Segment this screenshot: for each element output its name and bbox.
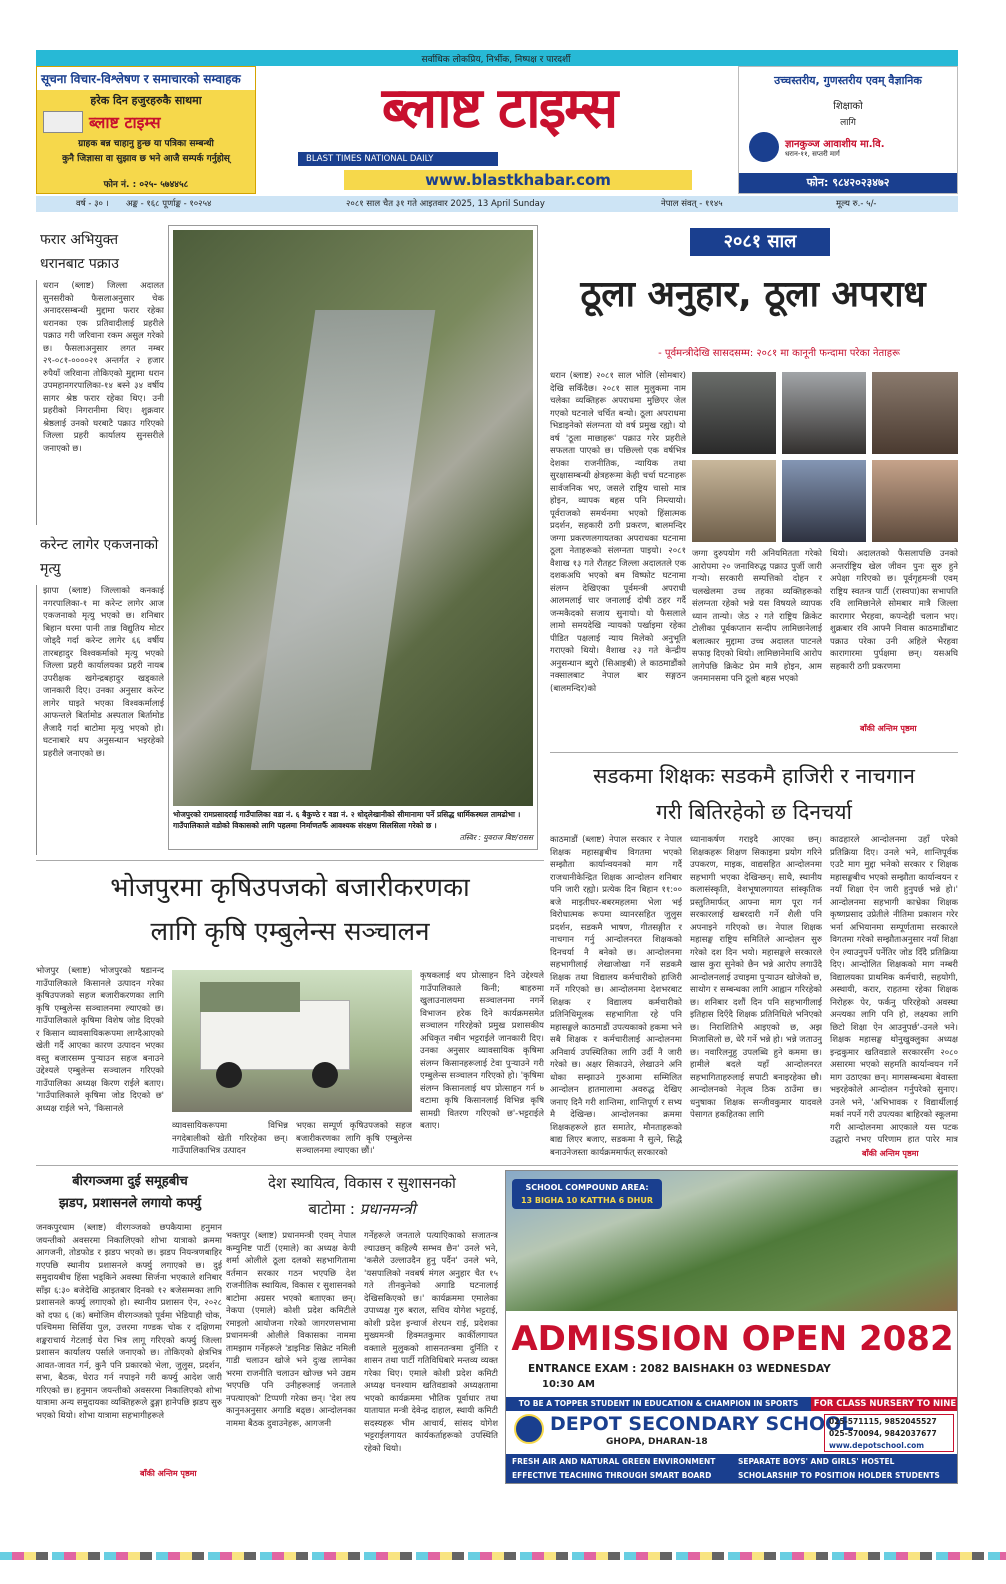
- vehicle-canopy: [200, 982, 300, 1012]
- admission-title: ADMISSION OPEN 2082: [511, 1319, 954, 1359]
- birgunj-body: जनकपुरधाम (ब्लाष्ट) वीरगञ्जको छपकैयामा हनुमान जयन्तीको अवसरमा निकालिएको शोभा यात्राको क्रममा आगजनी, तोडफोड र झडप भएको छ। झडप नियन्त्रणबाहिर गएपछि स्थानीय प्रशासनले कर्फ्यु लगाएको छ। दुई समुदायबीच हिंसा भड्किने अवस्था सिर्जना भएकाले शनिबार साँझ ६:३० बजेदेखि आइतबार दिनको १२ बजेसम्मका लागि प्रशासनले कर्फ्यु लगाएको हो। स्थानीय प्रशासन ऐन, २०२८ को दफा ६ (क) बमोजिम वीरगञ्जको पूर्वमा भेडियाही चोक, पश्चिममा सिर्सिया पुल, उत्तरमा गण्डक चोक र दक्षिणमा शङ्कराचार्य गेटलाई घेरा भित्र लागू गरिएको कर्फ्यु जिल्ला प्रशासन कार्यालय पर्साले जनाएको छ। तोकिएको क्षेत्रभित्र आवत-जावत गर्न, कुनै पनि प्रकारको भेला, जुलुस, प्रदर्शन, सभा, बैठक, घेराउ गर्न नपाइने गरी कर्फ्यु आदेश जारी गरिएको छ। हनुमान जयन्तीको अवसरमा निकालिएको शोभा यात्रामा अन्य समुदायका व्यक्तिहरूले ढुङ्गा हानेपछि झडप सुरु भएको थियो। शोभा यात्रामा सहभागीहरूले: [36, 1223, 222, 1421]
- subscription-ad-brand: ब्लाष्ट टाइम्स: [89, 113, 161, 132]
- story-body: झापा (ब्लाष्ट) जिल्लाको कनकाई नगरपालिका-१ मा करेन्ट लागेर आज एकजनाको मृत्यु भएको छ। शनिबार बिहान घरमा पानी तान्न विद्युतिय मोटर जोड्दै गर्दा करेन्ट लागेर ६६ वर्षीय तारबहादुर विश्वकर्माको मृत्यु भएको जिल्ला प्रहरी कार्यालयका प्रहरी नायब उपरीक्षक खगेन्द्रबहादुर खड्काले जानकारी दिए। उनका अनुसार करेन्ट लागेर घाइते भएका विश्वकर्मालाई आफन्तले बिर्तामोड अस्पताल बिर्तामोड लैजादै गर्दा बाटोमा मृत्यु भएको हो। घटनाबारे थप अनुसन्धान भइरहेको प्रहरीले जनाएको छ।: [36, 585, 164, 855]
- issue-nepal-samvat: नेपाल संवत् - ११४५: [661, 199, 723, 209]
- school-contact-box: [824, 1414, 954, 1452]
- divider: [36, 860, 544, 861]
- school-website: www.depotschool.com: [829, 1441, 925, 1450]
- story-title: करेन्ट लागेर एकजनाको मृत्यु: [40, 537, 159, 577]
- issue-year: वर्ष - ३० ।: [76, 199, 109, 209]
- logo-subtitle-bar: BLAST TIMES NATIONAL DAILY: [298, 152, 498, 166]
- bhojpur-headline-line1: भोजपुरमा कृषिउपजको बजारीकरणका: [110, 873, 470, 903]
- feature-item: SCHOLARSHIP TO POSITION HOLDER STUDENTS: [738, 1471, 940, 1480]
- newspaper-logo: [294, 70, 704, 150]
- portrait: [872, 372, 958, 454]
- story-body: धरान (ब्लाष्ट) जिल्ला अदालत सुनसरीको फैसलाअनुसार चेक अनादरसम्बन्धी मुद्दामा फरार रहेका धरानका एक प्रतिवादीलाई प्रहरीले पक्राउ गरी जरिवाना रकम असुल गरेको छ। फैसलाअनुसार लगत नम्बर २९-०८१-००००२१ अन्तर्गत २ हजार रुपैयाँ जरिवाना तोकिएको मुद्दामा धरान उपमहानगरपालिका-१४ बस्ने ३४ वर्षीय सागर श्रेष्ठ फरार रहेका थिए। उनी प्रहरीको निगरानीमा थिए। शुक्रवार श्रेष्ठलाई उनको घरबाटै पक्राउ गरिएको जिल्ला प्रहरी कार्यालय सुनसरीले जनाएको छ।: [36, 280, 164, 525]
- lead-body-col2: जग्गा दुरुपयोग गरी अनियमितता गरेको आरोपमा २० जनाविरुद्ध पक्राउ पुर्जी जारी गर्‍यो। सरकारी सम्पत्तिको दोहन र चलखेलमा उच्च तहका व्यक्तिहरूको संलग्नता रहेको भन्ने यस विषयले व्यापक ध्यान तान्यो। जेठ २ गते राष्ट्रिय क्रिकेट टोलीका पूर्वकप्तान सन्दीप लामिछानेलाई बलात्कार मुद्दामा उच्च अदालत पाटनले सफाइ दिएको थियो। लामिछानेमाथि आरोप लागेपछि क्रिकेट प्रेम मात्रै होइन, आम जनमानसमा पनि ठूलो बहस भएको: [692, 549, 822, 684]
- teacher-headline-line1: सडकमा शिक्षकः सडकमै हाजिरी र नाचगान: [593, 764, 915, 788]
- feature-item: SEPARATE BOYS' AND GIRLS' HOSTEL: [738, 1457, 895, 1466]
- teacher-body-col3: काढहारले आन्दोलनमा उहाँ परेको प्रतिक्रिया दिए। उनले भने, शान्तिपूर्वक एउटै माग मुद्दा भनेको सरकार र शिक्षक महासङ्घबीच भएको सम्झौता कार्यान्वयन र नयाँ शिक्षा ऐन जारी हुनुपर्छ भन्ने हो।' आन्दोलनमा सहभागी काभ्रेका शिक्षक कृष्णप्रसाद उप्रेतीले नीतिमा प्रकाशन गरेर भर्ना अभियानमा सम्पूर्णतामा सरकारले विगतमा गरेको सम्झौताअनुसार नयाँ शिक्षा ऐन ल्याउनुपर्ने पर्नेतिर जोड दिँदै प्रतिक्रिया दिए। आन्दोलित शिक्षकको माग नम्बरी विद्यालयका प्राथमिक कर्मचारी, सहयोगी, अस्थायी, करार, राहतमा रहेका शिक्षक निरोहरू पेर, फर्कनु परिरहेको अवस्था अन्त्यका लागि पनि हो, लक्ष्यका लागि छिटो शिक्षा ऐन आउनुपर्छ'-उनले भने। शिक्षक महासङ्घ थोनुखुक्लुका अध्यक्ष इन्द्रकुमार खतिवडाले सरकारसँग २०८० असारमा भएको सहमति कार्यान्वयन गर्ने माग उठाएका छन्। मागसम्बन्धमा बेवास्ता भइरहेकोले आन्दोलन गर्नुपरेको सुनाए। उनले भने, 'अभिभावक र विद्यार्थीलाई मर्का नपर्ने गरी उपत्यका बाहिरको स्कूलमा गरी आन्दोलनमा आएकाले यस पटक उद्धारो नभए परिणाम हात पारेर मात्र: [830, 835, 958, 1145]
- school-ad-phone: फोन: ९८४२०२३४७२: [739, 173, 957, 193]
- rock-face: [251, 310, 436, 770]
- ambulance-photo: [172, 970, 412, 1112]
- website-banner: www.blastkhabar.com: [344, 170, 692, 190]
- portrait: [692, 460, 776, 542]
- masthead-tagline: सर्वाधिक लोकप्रिय, निर्भीक, निष्पक्ष र पारदर्शी: [421, 55, 571, 65]
- school-phone2: 025-570094, 9842037677: [829, 1429, 937, 1438]
- subscription-ad-line3: ग्राहक बन्न चाहानु हुन्छ या पत्रिका सम्बन्धी: [78, 139, 214, 149]
- divider: [36, 1165, 958, 1166]
- subscription-ad-line2: हरेक दिन हजुरहरुकै साथमा: [90, 94, 202, 107]
- portrait: [872, 460, 958, 542]
- lead-body-col3: थियो। अदालतको फैसलापछि उनको अन्तर्राष्ट्रिय खेल जीवन पुनः सुरु हुने अपेक्षा गरिएको छ। पूर्वगृहमन्त्री एवम् राष्ट्रिय स्वतन्त्र पार्टी (रास्वपा)का सभापति रवि लामिछानेले सोमबार मात्रै जिल्ला कारागार भैरहवा, कपन्देही चलान भए। शुक्रबार रवि आफ्नै निवास काठमाडौंबाट पक्राउ परेका उनी अहिले भैरहवा कारागारमा पुर्पक्षमा छन्। यसअघि सहकारी ठगी प्रकरणमा: [830, 549, 958, 672]
- school-name: DEPOT SECONDARY SCHOOL: [550, 1413, 854, 1435]
- registration-colorbar-bottom: [0, 1552, 1006, 1560]
- teacher-body-col1: काठमाडौं (ब्लाष्ट) नेपाल सरकार र नेपाल शिक्षक महासङ्घबीच विगतमा भएको सम्झौता कार्यान्वयनको माग गर्दै राजधानीकेन्द्रित शिक्षक आन्दोलन शनिबार पनि जारी रह्यो। प्रत्येक दिन बिहान ११:०० बजे माइतीघर-बबरमहलमा भेला भई विरोधात्मक रूपमा व्यानरसहित जुलुस प्रदर्शन, सडकमै भाषण, गीतसङ्गीत र नाचगान गर्नु आन्दोलनरत शिक्षकको दिनचर्या नै बनेको छ। आन्दोलनमा सहभागीलाई लेखाजोखा गर्ने सडकमै शिक्षक तथा विद्यालय कर्मचारीको हाजिरी गर्ने गरिएको छ। आन्दोलनमा देशभरबाट शिक्षक र विद्यालय कर्मचारीको प्रतिनिधिमूलक सहभागिता रहे पनि महासङ्घले काठमाडौं उपत्यकाको हकमा भने सबै शिक्षक र कर्मचारीलाई आन्दोलनमा अनिवार्य उपस्थितिका लागि उर्दी नै जारी गरेको छ। अक्षर सिकाउने, लेखाउने अनि धोका सम्झाउने गुरुआमा सम्मिलित आन्दोलन हातमालामा अवरुद्ध देखिए जनाए दिनै गरी शान्तिमा, शान्तिपूर्ण र सभ्य मै देखिन्छ। आन्दोलनका क्रममा शिक्षकहरूले हात समातेर, मौनताहरूको बाद्य लिएर बजाए, सडकमा नै सुत्ने, सिद्धै बनाउनेजस्ता कार्यक्रममार्फत् सरकारको: [550, 835, 682, 1158]
- portrait: [692, 372, 776, 454]
- school-emblem-icon: [749, 132, 779, 162]
- birgunj-headline-line1: बीरगञ्जमा दुई समूहबीच: [72, 1174, 188, 1189]
- school-ad-line1: उच्चस्तरीय, गुणस्तरीय एवम् वैज्ञानिक: [774, 74, 922, 87]
- pm-headline-suffix: प्रधानमन्त्री: [359, 1200, 416, 1218]
- main-photo-frame: [168, 225, 538, 850]
- pm-body-col1: भक्तपुर (ब्लाष्ट) प्रधानमन्त्री एवम् नेपाल कम्युनिष्ट पार्टी (एमाले) का अध्यक्ष केपी शर्मा ओलीले ठूला दलको सहभागितामा वर्तमान सरकार गठन भएपछि देश राजनीतिक स्थायित्व, विकास र सुशासनको बाटोमा अग्रसर भएको बताएका छन्। नेकपा (एमाले) कोशी प्रदेश कमिटीले रमाइलो आयोजना गरेको जागरणसभामा प्रधानमन्त्री ओलीले विकासका नाममा तामझाम गर्नेहरूले 'डाइनिङ सिक्रेट नमिली गाडी चलाउन खोजे भने दुःख लाग्नेका भरमा राजनीति चलाउन खोज्छ भने उद्यम भएपछि पनि उनीहरूलाई जनताले नपत्याएको' टिप्पणी गरेका छन्। 'देश लय कानुनअनुसार अगाडि बढ्छ। आन्दोलनका नाममा बैठक दुवाउनेहरू, आगजनी: [226, 1231, 356, 1429]
- birgunj-continued: बाँकी अन्तिम पृष्ठमा: [140, 1469, 197, 1478]
- pm-headline-line1: देश स्थायित्व, विकास र सुशासनको: [268, 1174, 456, 1192]
- pm-body-col2: गर्नेहरूले जनताले पत्याएिकाको सजातन्त्र ल्याउछन् कहिल्यै सम्भव छैन' उनले भने, 'कसैले उल्लाउदैन हुनु पर्दैन' उनले भने, 'यसपालिको नवबर्ष मंगल अनुहार चैत १५ गते तीनकुनेको अगाडि घटनालाई देखिसकिएको छ।' कार्यक्रममा एमालेका उपाध्यक्ष गुरु बराल, सचिव योगेश भट्टराई, कोशी प्रदेश इन्चार्ज शेरधन राई, प्रदेशका मुख्यमन्त्री हिक्मतकुमार कार्कीलगायत वक्ताले मुलुकको शासनतन्त्रमा दुर्निति र शासन तथा पार्टी गतिविधिबारे मन्तव्य व्यक्त गरेका थिए। एमाले कोशी प्रदेश कमिटी अध्यक्ष घनश्याम खतिवडाको अध्यक्षतामा भएको कार्यक्रममा भौतिक पूर्वाधार तथा यातायात मन्त्री देवेन्द्र दाहाल, स्थायी कमिटी सदस्यहरू भीम आचार्य, सांसद योगेश भट्टराईलगायत कार्यकर्ताहरूको उपस्थिति रहेको थियो।: [364, 1231, 498, 1454]
- newspaper-icon: [43, 111, 83, 133]
- portrait-grid: [692, 372, 958, 542]
- feature-item: FRESH AIR AND NATURAL GREEN ENVIRONMENT: [512, 1457, 716, 1466]
- portrait: [782, 372, 866, 454]
- issue-price: मूल्य रु.- ५/-: [836, 199, 877, 209]
- lead-subheadline: - पूर्वमन्त्रीदेखि सासदसम्म: २०८१ मा कानूनी फन्दामा परेका नेताहरू: [658, 348, 900, 359]
- bhojpur-body-col2: व्यावसायिकरूपमा विभिन्न नगदेबालीको खेती गरिरहेका छन्। गाउँपालिकाभित्र उत्पादन: [172, 1121, 288, 1156]
- school-logo-icon: [514, 1414, 544, 1444]
- bhojpur-headline-line2: लागि कृषि एम्बुलेन्स सञ्चालन: [150, 917, 430, 947]
- photo-caption: भोजपुरको रामप्रसादराई गाउँपालिका वडा नं. ६ बैकुण्ठे र वडा नं. २ धोद्लेखानीको सीमानामा पर्ने प्रसिद्ध धार्मिकस्थल तामढोभा । गाउँपालिकाले वडोको विकासको लागि पहलमा निर्माणतर्फै आवश्यक संरक्षण सिलसिला गरेको छ ।: [173, 810, 521, 830]
- subscription-ad-phone: फोन नं. : ०२५- ५७४४५८: [103, 180, 189, 190]
- masthead: [36, 50, 958, 195]
- teacher-continued: बाँकी अन्तिम पृष्ठमा: [862, 1149, 919, 1158]
- logo-text: ब्लाष्ट टाइम्स: [381, 76, 617, 141]
- ad-tagline: TO BE A TOPPER STUDENT IN EDUCATION & CHAMPION IN SPORTS: [506, 1397, 811, 1411]
- school-address: GHOPA, DHARAN-18: [606, 1437, 708, 1447]
- compound-area-badge: [512, 1179, 662, 1209]
- pm-headline-prefix: बाटोमा :: [308, 1200, 355, 1218]
- bhojpur-body-col3: भएका सम्पूर्ण कृषिउपजको सहज बजारीकरणका लागि कृषि एम्बुलेन्स सञ्चालनमा ल्याएका छौं।': [296, 1121, 412, 1156]
- entrance-exam-line: ENTRANCE EXAM : 2082 BAISHAKH 03 WEDNESDAY: [528, 1363, 831, 1375]
- story-title: फरार अभियुक्त धरानबाट पक्राउ: [40, 232, 119, 272]
- bhojpur-body-col4: कृषकलाई थप प्रोत्साहन दिने उद्देश्यले गाउँपालिकाले किनी; बाहरुमा खुलाउनालयमा सञ्चालनमा नगर्ने विभाजन हरेक दिने कार्यक्रमसमेत सञ्चालन गरिरहेको प्रमुख प्रशासकीय अधिकृत नबीन भट्टराईले जानकारी दिए। उनका अनुसार व्यावसायिक कृषिमा संलग्न किसानहरूलाई टेवा पुर्‍याउने गरी एम्बुलेन्स सञ्चालन गरिएको हो। 'कृषिमा संलग्न किसानलाई थप प्रोत्साहन गर्न ७ वटामा कृषि किसानलाई विभिन्न कृषि सामग्री वितरण गरिएको छ'-भट्टराईले बताए।: [420, 971, 544, 1131]
- school-ad-top: [738, 66, 958, 194]
- feature-item: EFFECTIVE TEACHING THROUGH SMART BOARD: [512, 1471, 712, 1480]
- wheel-icon: [312, 1062, 338, 1088]
- compound-area-line1: SCHOOL COMPOUND AREA:: [525, 1183, 649, 1192]
- lead-body-col1: धरान (ब्लाष्ट) २०८१ साल भोलि (सोमबार) देखि सकिँदैछ। २०८१ साल मुलुकमा नाम चलेका व्यक्तिहरू अपराधमा मुछिएर जेल गएको घटनाले चर्चित बन्यो। ठूला अपराधमा भिडाइनेको संलग्नता यो वर्ष प्रमुख रह्यो। यो वर्ष 'ठूला माछाहरू' पक्राउ गरेर प्रहरीले सफलता पाएको छ। पछिल्लो एक वर्षभित्र देशका राजनीतिक, न्यायिक तथा सुरक्षासम्बन्धी क्षेत्रहरूमा केही चर्चा घटनाहरू सार्वजनिक भए, जसले राष्ट्रिय चासो मात्र होइन, व्यापक बहस पनि निम्त्यायो। पूर्वराजको समर्थनमा भएको हिंसात्मक प्रदर्शन, सहकारी ठगी प्रकरण, बालमन्दिर जग्गा प्रकरणलगायतका अपराधका घटनामा ठूला नेताहरूको संलग्नता पाइयो। २०८१ वैशाख १३ गते रौतहट जिल्ला अदालतले एक दशकअघि भएको बम विष्फोट घटनामा संलग्न देखिएका पूर्वमन्त्री अपराधी आलमलाई चार जनालाई दोषी ठहर गर्दै जन्मकैदको सजाय सुनायो। यो फैसलाले लामो समयदेखि न्यायको पर्खाइमा रहेका पीडित पक्षलाई न्याय मिलेको अनुभूति गराएको थियो। वैशाख २३ गते केन्द्रीय अनुसन्धान ब्युरो (सिआइबी) ले काठमाडौंको नक्सालबाट नेपाल बार सङ्गठन (बालमन्दिर)को: [550, 371, 686, 694]
- school-admission-ad: [505, 1170, 958, 1484]
- teacher-body-col2: ध्यानाकर्षण गराइदै आएका छन्। शिक्षकहरू शिक्षण सिकाइमा प्रयोग गरिने उपकरण, माइक, वाद्यसहित आन्दोलनमा सहभागी भएका देखिन्छन्। साथै, स्थानीय कलासंस्कृति, वेशभूषालगायत सांस्कृतिक प्रस्तुतिमार्फत् आफ्ना माग पूरा गर्न सरकारलाई खबरदारी गर्ने शैली पनि अपनाइने गरिएको छ। नेपाल शिक्षक महासङ्घ राष्ट्रिय समितिले आन्दोलन सुरु गरेको दश दिन भयो। महासङ्घले सरकारले खास कुरा सुनेको छैन भन्ने आरोप लगाउँदै आन्दोलनलाई उचाइमा पुर्‍याउन खोजेको छ, साथोग र सम्बन्धका लागि आह्वान गरिरहेको छ। शनिबार दशौं दिन पनि सहभागीलाई इतिहास दिएँदै शिक्षक प्रतिनिधिले भनिएको छ। निराशितिभै आइएको छ, अझ मिजासिलो छ, धेरै गर्ने भन्ने हो। भन्ने जताउनु छ। नवारिलनुहु उपलब्धि हुने कममा छ। हामीले बदले यहाँ आन्दोलनरत सहभागिताहरुलाई सपाटी बनाइरहेका छौ। आन्दोलनको नेतृत्व ठिक ठाउँमा छ। धनुषाका शिक्षक सन्जीवकुमार यादवले पेसागत हकहितका लागि: [690, 835, 822, 1120]
- issue-info-bar: [36, 196, 958, 212]
- photo-credit: तस्विर : युवराज बिष्ट/रासस: [459, 833, 533, 842]
- birgunj-headline-line2: झडप, प्रशासनले लगायो कर्फ्यु: [58, 1196, 202, 1211]
- issue-number: अङ्क - १६८ पूर्णाङ्क - १०२५४: [126, 199, 212, 209]
- school-ad-address: धरान-११, सप्तरी मार्ग: [785, 149, 840, 158]
- issue-date: २०८१ साल चैत ३१ गते आइतवार 2025, 13 April Sunday: [346, 199, 545, 209]
- school-ad-name: ज्ञानकुञ्ज आवाशीय मा.वि.: [785, 138, 885, 150]
- subscription-ad-line1: सूचना विचार-विश्लेषण र समाचारको सम्वाहक: [37, 67, 255, 90]
- ad-features: [506, 1454, 958, 1484]
- compound-area-line2: 13 BIGHA 10 KATTHA 6 DHUR: [520, 1196, 654, 1205]
- year-badge: २०८१ साल: [690, 228, 830, 256]
- bhojpur-body-col1: भोजपुर (ब्लाष्ट) भोजपुरको षडानन्द गाउँपालिकाले किसानले उत्पादन गरेका कृषिउपजको सहज बजारीकरणका लागि कृषि एम्बुलेन्स सञ्चालनमा ल्याएको छ। गाउँपालिकाले कृषिमा विशेष जोड दिएको र किसान व्यावसायिकरूपमा लाग्दैआएको खेती गर्दै आएका कारण उत्पादन भएका वस्तु बजारसम्म पुर्‍याउन सहज बनाउने उद्देश्यले एम्बुलेन्स सञ्चालन गरिएको गाउँपालिका अध्यक्ष किरण राईले बताए। 'गाउँपालिकाले कृषिमा जोड दिएको छ' अध्यक्ष राईले भने, 'किसानले: [36, 966, 164, 1114]
- subscription-ad-line4: कुनै जिज्ञासा वा सुझाव छ भने आजै सम्पर्क गर्नुहोस्: [62, 154, 230, 164]
- school-ad-line3: लागि: [840, 118, 856, 128]
- left-column: [36, 228, 164, 855]
- lead-headline: ठूला अनुहार, ठूला अपराध: [580, 274, 926, 315]
- entrance-exam-time: 10:30 AM: [542, 1379, 596, 1390]
- waterfall-photo: [173, 230, 533, 806]
- divider: [550, 752, 958, 753]
- portrait: [782, 460, 866, 542]
- school-phone1: 025-571115, 9852045527: [829, 1417, 937, 1426]
- wheel-icon: [216, 1062, 242, 1088]
- pm-headline-line2: [226, 1198, 498, 1220]
- lead-continued: बाँकी अन्तिम पृष्ठमा: [860, 724, 917, 733]
- school-ad-line2: शिक्षाको: [833, 101, 863, 112]
- subscription-ad: [36, 66, 256, 194]
- teacher-headline-line2: गरी बितिरहेको छ दिनचर्या: [656, 800, 852, 824]
- ad-classes: FOR CLASS NURSERY TO NINE: [811, 1397, 958, 1411]
